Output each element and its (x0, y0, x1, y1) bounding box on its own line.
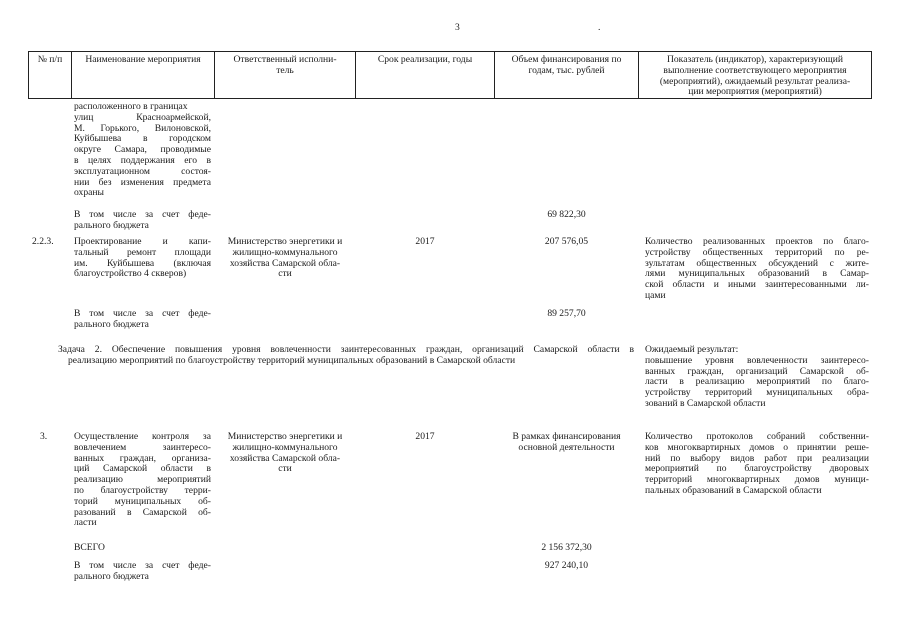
text-line: расположенного в границах (74, 101, 188, 112)
header-col-indicator-line: Показатель (индикатор), характеризующий (666, 54, 844, 65)
text-line: Количество реализованных проектов по благо- (645, 236, 869, 247)
header-col-indicator-line: (мероприятий), ожидаемый результат реализа- (659, 75, 851, 87)
text-line: ванных граждан, организаций Самарской об- (645, 365, 869, 377)
total-label: ВСЕГО (74, 542, 105, 553)
text-line: Осуществление контроля за (74, 431, 211, 442)
funding-amount: 207 576,05 (544, 236, 589, 247)
text-line: им. Куйбышева (включая (74, 257, 211, 269)
text-line: ций Самарской области в (74, 463, 211, 475)
text-line: территорий многоквартирных домов муници- (645, 474, 869, 486)
text-line: торий муниципальных об- (74, 495, 211, 507)
text-line: нии без изменения предмета (74, 176, 211, 188)
text-line: по благоустройству терри- (74, 484, 211, 496)
text-line: тальный ремонт площади (74, 246, 211, 258)
indicator (645, 237, 869, 302)
text-line: хозяйства Самарской обла- (229, 452, 341, 464)
text-line: зований в Самарской области (645, 397, 766, 409)
text-line: устройству общественных территорий по ре- (645, 246, 869, 258)
text-line: Проектирование и капи- (74, 236, 211, 247)
text-line: Задача 2. Обеспечение повышения уровня вовлеченности заинтересованных граждан, организаций Самарской области в (58, 344, 634, 355)
text-line: сти (278, 463, 292, 475)
total-federal-amount: 927 240,10 (544, 560, 589, 571)
text-line: В том числе за счет феде- (74, 209, 211, 220)
text-line: сти (278, 268, 292, 280)
text-line: эксплуатационном состоя- (74, 165, 211, 177)
row-number: 3. (40, 431, 48, 442)
text-line: В рамках финансирования (512, 431, 621, 442)
row-number: 2.2.3. (32, 236, 54, 247)
header-col-executor-line: тель (276, 64, 294, 76)
text-line: реализацию мероприятий (74, 474, 211, 486)
header-col-indicator-line: ции мероприятия (мероприятий) (688, 86, 822, 98)
page-mark: . (598, 22, 601, 33)
period-year: 2017 (415, 236, 435, 247)
text-line: ванных граждан, организа- (74, 452, 211, 464)
executor (215, 237, 355, 280)
header-col-name: Наименование мероприятия (85, 54, 201, 65)
text-line: В том числе за счет феде- (74, 560, 211, 571)
header-col-executor (215, 55, 355, 77)
text-line: ской области и иными заинтересованными ли- (645, 279, 869, 291)
executor (215, 432, 355, 475)
federal-budget-label (74, 309, 211, 331)
header-col-funding-line: Объем финансирования по (511, 54, 622, 65)
text-line: основной деятельности (518, 441, 615, 453)
header-col-number: № п/п (37, 54, 63, 65)
text-line: округе Самара, проводимые (74, 144, 211, 156)
text-line: улиц Красноармейской, (74, 111, 211, 123)
period-year: 2017 (415, 431, 435, 442)
text-line: вовлечением заинтересо- (74, 441, 211, 453)
text-line: мероприятий по благоустройству дворовых (645, 463, 869, 475)
text-line: лями муниципальных образований в Самар- (645, 268, 869, 280)
federal-budget-amount: 69 822,30 (547, 209, 586, 220)
text-line: устройству территорий муниципальных обра- (645, 387, 869, 399)
text-line: в целях поддержания его в (74, 154, 211, 166)
text-line: реализацию мероприятий по благоустройству территорий муниципальных образований в Самарской области (68, 354, 516, 366)
text-line: пальных образований в Самарской области (645, 484, 822, 496)
text-line: В том числе за счет феде- (74, 308, 211, 319)
header-border-right (871, 51, 872, 99)
text-line: благоустройство 4 скверов) (74, 268, 187, 280)
indicator (645, 432, 869, 497)
text-line: разований в Самарской об- (74, 506, 211, 518)
item-name (74, 237, 211, 280)
text-line: повышение уровня вовлеченности заинтересо- (645, 354, 869, 366)
header-col-indicator (639, 55, 871, 98)
expected-result (645, 345, 869, 410)
text-line: ний по выбору видов работ при реализации (645, 452, 869, 464)
text-line: Количество протоколов собраний собственни- (645, 431, 869, 442)
header-col-funding-line: годам, тыс. рублей (528, 64, 605, 76)
text-line: ков многоквартирных домов о принятии реше- (645, 441, 869, 453)
text-line: Куйбышева в городском (74, 133, 211, 145)
text-line: хозяйства Самарской обла- (229, 257, 341, 269)
federal-budget-label (74, 561, 211, 583)
text-line: Министерство энергетики и (227, 236, 343, 247)
funding-amount (495, 432, 638, 454)
text-line: рального бюджета (74, 219, 149, 231)
header-col-period: Срок реализации, годы (377, 54, 473, 65)
text-line: Ожидаемый результат: (645, 344, 739, 355)
text-line: М. Горького, Вилоновской, (74, 122, 211, 134)
total-amount: 2 156 372,30 (541, 542, 592, 553)
text-line: рального бюджета (74, 570, 149, 582)
page-number: 3 (455, 22, 460, 33)
continued-item-name (74, 102, 211, 199)
text-line: охраны (74, 187, 104, 199)
text-line: жилищно-коммунального (232, 246, 338, 258)
text-line: жилищно-коммунального (232, 441, 338, 453)
text-line: цами (645, 289, 666, 301)
task-heading (58, 345, 634, 367)
federal-budget-label (74, 210, 211, 232)
text-line: ласти (74, 517, 97, 529)
item-name (74, 432, 211, 529)
federal-budget-amount: 89 257,70 (547, 308, 586, 319)
header-col-funding (495, 55, 638, 77)
header-col-indicator-line: выполнение соответствующего мероприятия (663, 64, 847, 76)
text-line: Министерство энергетики и (227, 431, 343, 442)
header-col-executor-line: Ответственный исполни- (233, 54, 337, 65)
text-line: рального бюджета (74, 318, 149, 330)
text-line: ласти в реализацию мероприятий по благо- (645, 376, 869, 388)
header-top-border (28, 51, 872, 52)
text-line: зультатам общественных обсуждений с жите- (645, 257, 869, 269)
